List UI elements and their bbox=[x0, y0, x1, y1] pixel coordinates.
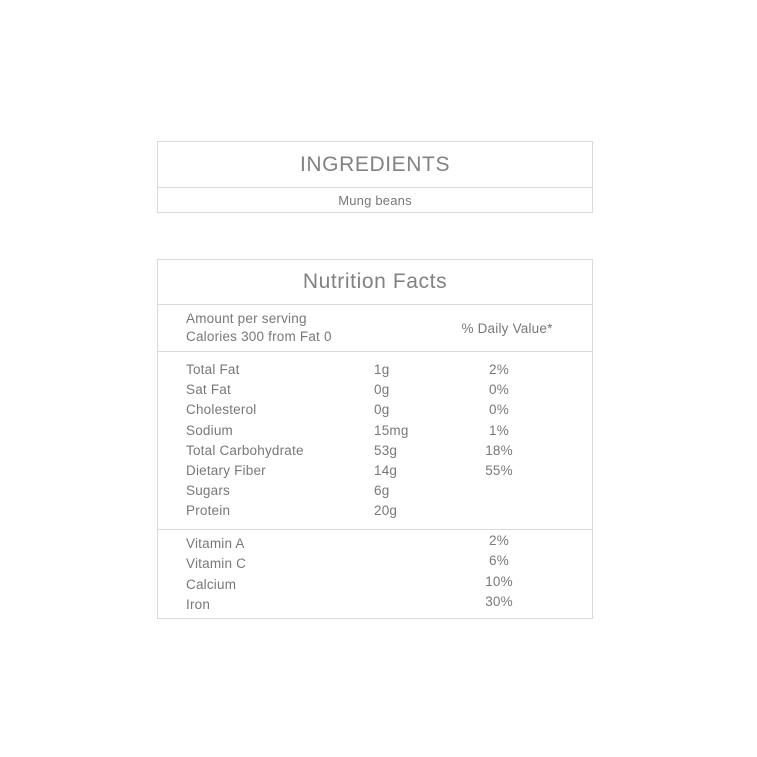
ingredients-panel bbox=[157, 141, 593, 213]
vitamin-dv: 30% bbox=[485, 594, 513, 609]
table-row bbox=[158, 461, 592, 481]
nutrient-label: Total Fat bbox=[186, 362, 240, 377]
nutrient-amount: 15mg bbox=[374, 422, 409, 438]
table-row bbox=[158, 501, 592, 521]
table-row bbox=[158, 421, 592, 441]
nutrient-dv: 18% bbox=[485, 442, 513, 458]
nutrient-amount: 0g bbox=[374, 382, 390, 398]
nutrient-label: Cholesterol bbox=[186, 402, 257, 418]
nutrient-rows bbox=[158, 351, 592, 529]
nutrient-label: Protein bbox=[186, 503, 231, 519]
nutrient-dv: 0% bbox=[489, 402, 509, 418]
nutrient-label: Sugars bbox=[186, 483, 230, 499]
daily-value-header: % Daily Value* bbox=[461, 320, 553, 336]
vitamin-label: Calcium bbox=[186, 576, 237, 592]
nutrient-amount: 20g bbox=[374, 503, 398, 519]
ingredients-list: Mung beans bbox=[158, 187, 592, 212]
amount-per-serving-label: Amount per serving bbox=[186, 311, 307, 326]
nutrient-dv: 55% bbox=[485, 462, 513, 478]
table-row bbox=[158, 400, 592, 420]
table-row bbox=[158, 595, 592, 616]
nutrition-facts-title: Nutrition Facts bbox=[302, 270, 448, 293]
nutrition-panel bbox=[157, 259, 593, 619]
nutrient-label: Sodium bbox=[186, 422, 233, 438]
table-row bbox=[158, 360, 592, 380]
vitamin-label: Vitamin C bbox=[186, 556, 247, 571]
table-row bbox=[158, 441, 592, 461]
nutrient-amount: 0g bbox=[374, 402, 390, 418]
vitamin-dv: 2% bbox=[489, 532, 509, 548]
table-row bbox=[158, 481, 592, 501]
calories-line: Calories 300 from Fat 0 bbox=[186, 329, 332, 344]
vitamin-rows bbox=[158, 529, 592, 618]
nutrient-label: Total Carbohydrate bbox=[186, 442, 304, 458]
nutrient-dv: 0% bbox=[489, 382, 509, 398]
nutrient-label: Dietary Fiber bbox=[186, 462, 266, 478]
vitamin-dv: 6% bbox=[489, 553, 509, 568]
nutrient-dv: 2% bbox=[489, 362, 509, 377]
nutrient-amount: 1g bbox=[374, 362, 390, 377]
serving-info bbox=[186, 310, 332, 346]
nutrient-amount: 14g bbox=[374, 462, 398, 478]
serving-section bbox=[158, 304, 592, 351]
nutrient-amount: 6g bbox=[374, 483, 390, 499]
table-row bbox=[158, 380, 592, 400]
nutrient-dv: 1% bbox=[489, 422, 509, 438]
vitamin-label: Iron bbox=[186, 597, 211, 612]
nutrient-label: Sat Fat bbox=[186, 382, 231, 398]
vitamin-dv: 10% bbox=[485, 573, 513, 589]
vitamin-label: Vitamin A bbox=[186, 535, 245, 551]
ingredients-title: INGREDIENTS bbox=[299, 152, 451, 176]
nutrient-amount: 53g bbox=[374, 442, 398, 458]
